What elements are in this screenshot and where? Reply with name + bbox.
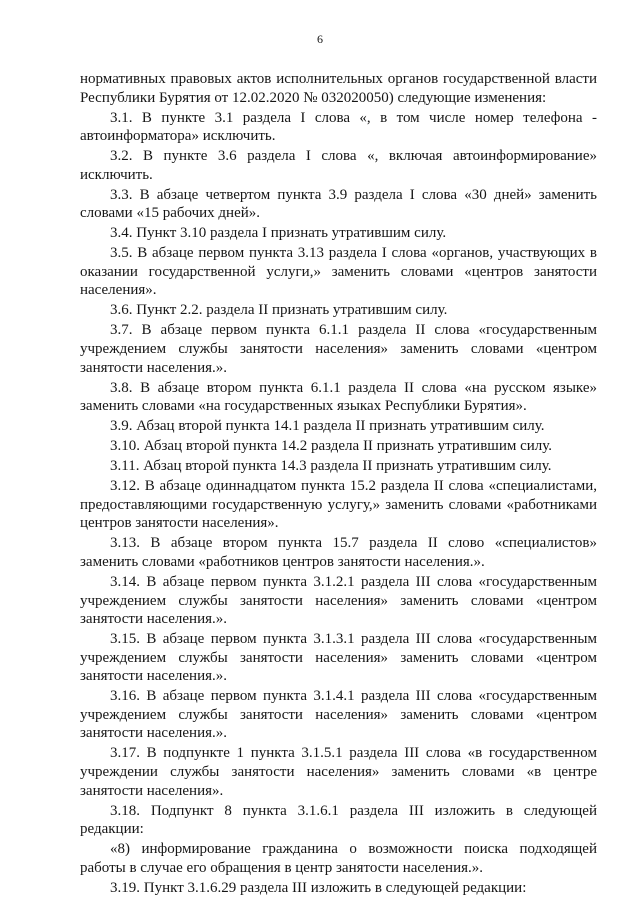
paragraph: 3.3. В абзаце четвертом пункта 3.9 раздела I слова «30 дней» заменить словами «15 рабочих дней».	[80, 186, 597, 222]
paragraph: 3.5. В абзаце первом пункта 3.13 раздела I слова «органов, участвующих в оказании государственной услуги,» заменить словами «центров занятости населения».	[80, 245, 597, 299]
paragraph: 3.8. В абзаце втором пункта 6.1.1 раздела II слова «на русском языке» заменить словами «на государственных языках Республики Бурятия».	[80, 379, 597, 415]
paragraph: 3.9. Абзац второй пункта 14.1 раздела II признать утратившим силу.	[110, 418, 545, 435]
paragraph: 3.18. Подпункт 8 пункта 3.1.6.1 раздела III изложить в следующей редакции:	[80, 802, 597, 838]
paragraph: 3.13. В абзаце втором пункта 15.7 раздела II слово «специалистов» заменить словами «работников центров занятости населения.».	[80, 535, 597, 570]
paragraph: «8) информирование гражданина о возможности поиска подходящей работы в случае его обращения в центр занятости населения.».	[80, 841, 597, 876]
paragraph: 3.16. В абзаце первом пункта 3.1.4.1 раздела III слова «государственным учреждением службы занятости населения» заменить словами «центром занятости населения.».	[80, 688, 597, 742]
paragraph: 3.2. В пункте 3.6 раздела I слова «, включая автоинформирование» исключить.	[80, 148, 597, 183]
paragraph: 3.19. Пункт 3.1.6.29 раздела III изложить в следующей редакции:	[110, 879, 527, 896]
page-number: 6	[317, 32, 323, 46]
paragraph: 3.11. Абзац второй пункта 14.3 раздела II признать утратившим силу.	[110, 458, 552, 475]
paragraph: нормативных правовых актов исполнительных органов государственной власти Республики Бурятия от 12.02.2020 № 032020050) следующие изменения:	[80, 71, 597, 106]
paragraph: 3.15. В абзаце первом пункта 3.1.3.1 раздела III слова «государственным учреждением службы занятости населения» заменить словами «центром занятости населения.».	[80, 631, 597, 685]
paragraph: 3.12. В абзаце одиннадцатом пункта 15.2 раздела II слова «специалистами, предоставляющими государственную услугу,» заменить словами «работниками центров занятости населения».	[80, 478, 597, 532]
paragraph: 3.14. В абзаце первом пункта 3.1.2.1 раздела III слова «государственным учреждением службы занятости населения» заменить словами «центром занятости населения.».	[80, 573, 597, 628]
paragraph: 3.6. Пункт 2.2. раздела II признать утратившим силу.	[110, 302, 448, 319]
paragraph: 3.1. В пункте 3.1 раздела I слова «, в том числе номер телефона - автоинформатора» исключить.	[80, 109, 597, 145]
paragraph: 3.4. Пункт 3.10 раздела I признать утратившим силу.	[110, 225, 447, 242]
paragraph: 3.17. В подпункте 1 пункта 3.1.5.1 раздела III слова «в государственном учреждении службы занятости населения» заменить словами «в центре занятости населения».	[80, 745, 597, 799]
paragraph: 3.10. Абзац второй пункта 14.2 раздела II признать утратившим силу.	[110, 438, 553, 455]
paragraph: 3.7. В абзаце первом пункта 6.1.1 раздела II слова «государственным учреждением службы занятости населения» заменить словами «центром занятости населения.».	[80, 322, 597, 376]
document-body	[80, 70, 597, 897]
